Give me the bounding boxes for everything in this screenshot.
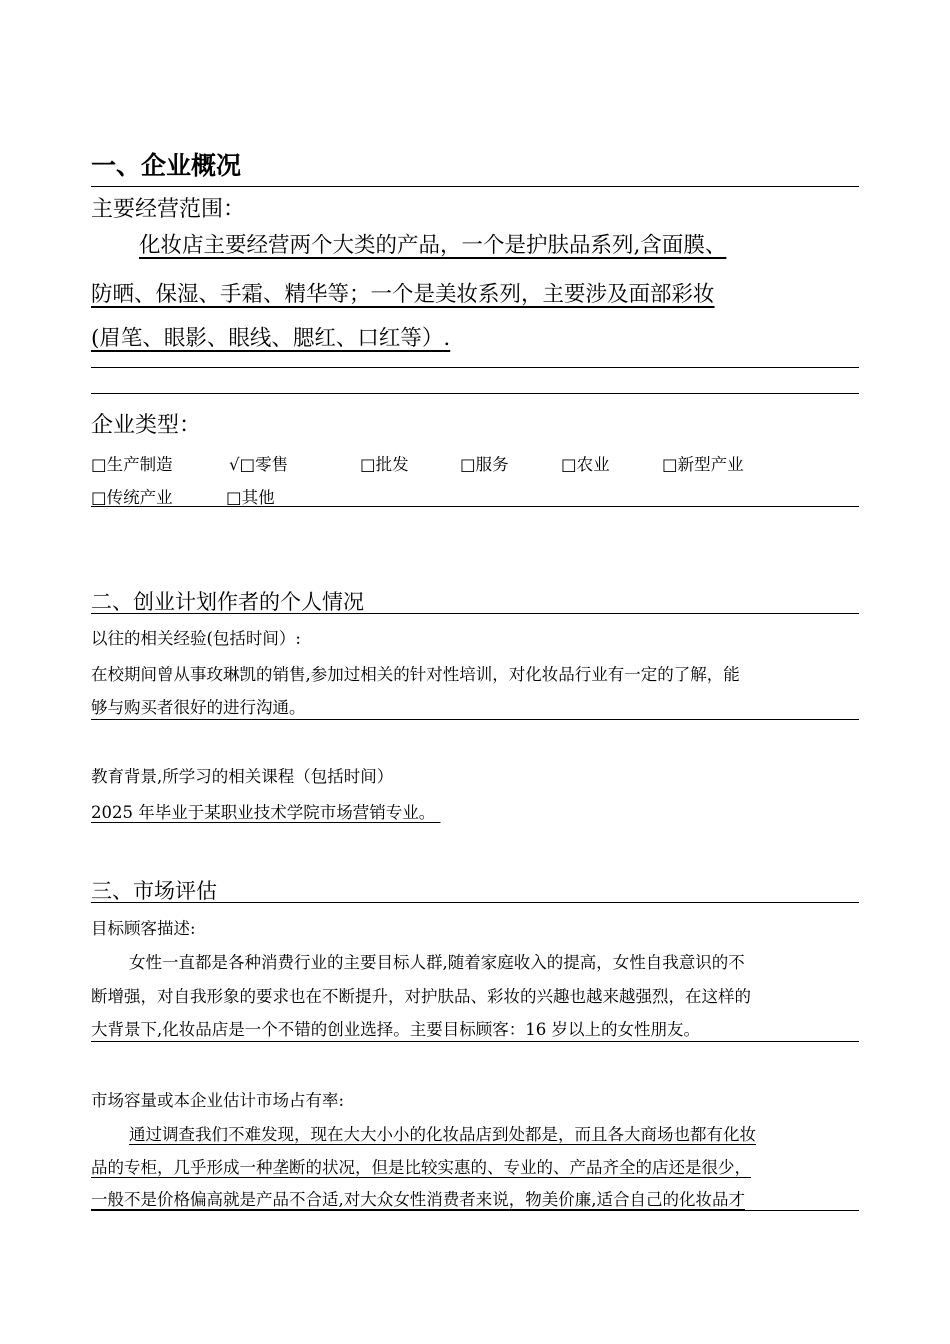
scope-label: 主要经营范围： (91, 197, 246, 222)
experience-line: 够与购买者很好的进行沟通。 (91, 698, 306, 717)
divider (91, 1041, 859, 1042)
market-label: 市场容量或本企业估计市场占有率: (91, 1091, 345, 1110)
experience-label: 以往的相关经验(包括时间）: (91, 629, 301, 648)
section1-title: 一、企业概况 (91, 151, 242, 180)
section3-title: 三、市场评估 (91, 879, 217, 903)
option-wholesale[interactable]: □批发 (360, 455, 409, 474)
blank-line (91, 367, 859, 368)
divider (91, 506, 859, 507)
target-line: 断增强，对自我形象的要求也在不断提升，对护肤品、彩妆的兴趣也越来越强烈，在这样的 (91, 987, 751, 1006)
education-text: 2025 年毕业于某职业技术学院市场营销专业。 (91, 803, 436, 822)
blank-line (91, 393, 859, 394)
divider (91, 186, 859, 187)
option-retail[interactable]: √□零售 (229, 455, 289, 474)
option-traditional-industry[interactable]: □传统产业 (91, 488, 173, 507)
section2-title: 二、创业计划作者的个人情况 (91, 590, 364, 614)
option-service[interactable]: □服务 (460, 455, 509, 474)
education-label: 教育背景,所学习的相关课程（包括时间） (91, 767, 394, 786)
target-line: 女性一直都是各种消费行业的主要目标人群,随着家庭收入的提高，女性自我意识的不 (129, 953, 745, 972)
option-new-industry[interactable]: □新型产业 (662, 455, 744, 474)
divider (91, 719, 859, 720)
divider (91, 1210, 859, 1211)
scope-line: (眉笔、眼影、眼线、腮红、口红等）. (91, 326, 451, 351)
scope-line: 防晒、保湿、手霜、精华等；一个是美妆系列，主要涉及面部彩妆 (91, 282, 715, 307)
option-manufacturing[interactable]: □生产制造 (91, 455, 173, 474)
scope-line: 化妆店主要经营两个大类的产品，一个是护肤品系列,含面膜、 (139, 233, 727, 258)
divider (91, 613, 859, 614)
type-label: 企业类型： (91, 413, 202, 438)
market-line: 品的专柜，几乎形成一种垄断的状况，但是比较实惠的、专业的、产品齐全的店还是很少， (91, 1158, 751, 1177)
divider (91, 902, 859, 903)
market-line: 一般不是价格偏高就是产品不合适,对大众女性消费者来说，物美价廉,适合自己的化妆品才 (91, 1190, 745, 1209)
target-line: 大背景下,化妆品店是一个不错的创业选择。主要目标顾客：16 岁以上的女性朋友。 (91, 1020, 700, 1039)
target-label: 目标顾客描述: (91, 919, 196, 938)
option-agriculture[interactable]: □农业 (561, 455, 610, 474)
experience-line: 在校期间曾从事玫琳凯的销售,参加过相关的针对性培训，对化妆品行业有一定的了解，能 (91, 665, 740, 684)
market-line: 通过调查我们不难发现，现在大大小小的化妆品店到处都是，而且各大商场也都有化妆 (129, 1125, 756, 1144)
option-other[interactable]: □其他 (226, 488, 275, 507)
